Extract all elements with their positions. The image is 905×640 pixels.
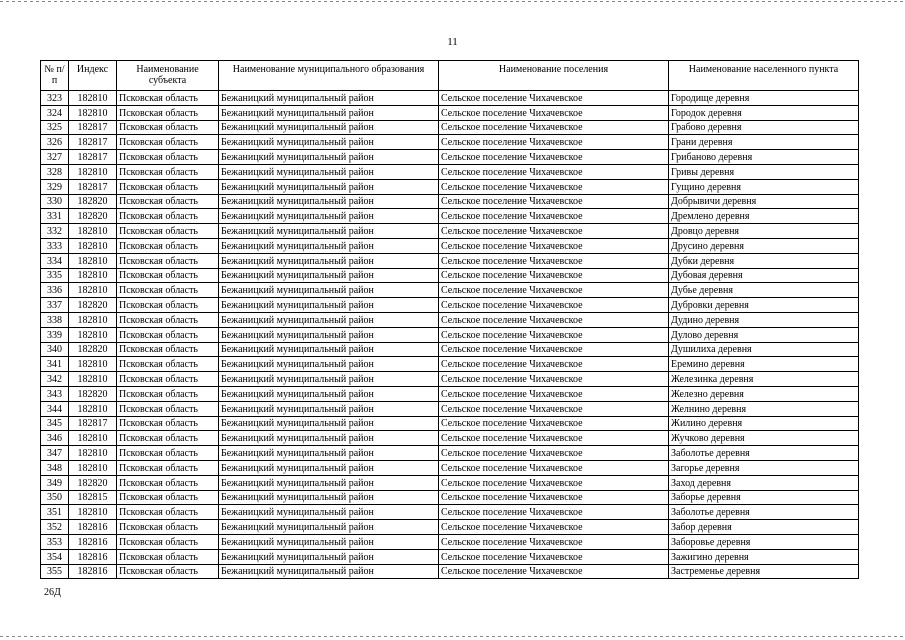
cell-number: 335 bbox=[41, 268, 69, 283]
cell-subject: Псковская область bbox=[117, 342, 219, 357]
cell-settlement: Сельское поселение Чихачевское bbox=[439, 298, 669, 313]
cell-municipality: Бежаницкий муниципальный район bbox=[219, 416, 439, 431]
table-row bbox=[41, 520, 859, 535]
cell-index: 182820 bbox=[69, 342, 117, 357]
cell-index: 182820 bbox=[69, 194, 117, 209]
cell-number: 341 bbox=[41, 357, 69, 372]
cell-settlement: Сельское поселение Чихачевское bbox=[439, 372, 669, 387]
cell-subject: Псковская область bbox=[117, 327, 219, 342]
cell-municipality: Бежаницкий муниципальный район bbox=[219, 268, 439, 283]
cell-settlement: Сельское поселение Чихачевское bbox=[439, 520, 669, 535]
cell-locality: Друсино деревня bbox=[669, 238, 859, 253]
cell-settlement: Сельское поселение Чихачевское bbox=[439, 164, 669, 179]
cell-settlement: Сельское поселение Чихачевское bbox=[439, 431, 669, 446]
cell-locality: Жучково деревня bbox=[669, 431, 859, 446]
cell-index: 182810 bbox=[69, 312, 117, 327]
cell-number: 351 bbox=[41, 505, 69, 520]
cell-subject: Псковская область bbox=[117, 105, 219, 120]
table-row bbox=[41, 431, 859, 446]
cell-settlement: Сельское поселение Чихачевское bbox=[439, 312, 669, 327]
scan-edge-top bbox=[0, 1, 905, 2]
cell-number: 342 bbox=[41, 372, 69, 387]
cell-settlement: Сельское поселение Чихачевское bbox=[439, 150, 669, 165]
cell-settlement: Сельское поселение Чихачевское bbox=[439, 327, 669, 342]
cell-municipality: Бежаницкий муниципальный район bbox=[219, 209, 439, 224]
cell-number: 324 bbox=[41, 105, 69, 120]
cell-locality: Застременье деревня bbox=[669, 564, 859, 579]
cell-number: 333 bbox=[41, 238, 69, 253]
cell-settlement: Сельское поселение Чихачевское bbox=[439, 342, 669, 357]
cell-settlement: Сельское поселение Чихачевское bbox=[439, 91, 669, 106]
cell-locality: Желнино деревня bbox=[669, 401, 859, 416]
cell-subject: Псковская область bbox=[117, 209, 219, 224]
cell-number: 355 bbox=[41, 564, 69, 579]
cell-number: 329 bbox=[41, 179, 69, 194]
cell-locality: Забор деревня bbox=[669, 520, 859, 535]
cell-number: 353 bbox=[41, 534, 69, 549]
table-row bbox=[41, 179, 859, 194]
column-header-number: № п/п bbox=[41, 61, 69, 91]
cell-municipality: Бежаницкий муниципальный район bbox=[219, 312, 439, 327]
cell-settlement: Сельское поселение Чихачевское bbox=[439, 564, 669, 579]
table-row bbox=[41, 475, 859, 490]
cell-index: 182810 bbox=[69, 446, 117, 461]
cell-number: 327 bbox=[41, 150, 69, 165]
cell-subject: Псковская область bbox=[117, 401, 219, 416]
table-row bbox=[41, 549, 859, 564]
cell-subject: Псковская область bbox=[117, 91, 219, 106]
table-row bbox=[41, 372, 859, 387]
cell-municipality: Бежаницкий муниципальный район bbox=[219, 446, 439, 461]
cell-locality: Дремлено деревня bbox=[669, 209, 859, 224]
cell-municipality: Бежаницкий муниципальный район bbox=[219, 298, 439, 313]
cell-municipality: Бежаницкий муниципальный район bbox=[219, 460, 439, 475]
cell-index: 182816 bbox=[69, 520, 117, 535]
cell-index: 182817 bbox=[69, 120, 117, 135]
column-header-subject: Наименование субъекта bbox=[117, 61, 219, 91]
cell-index: 182810 bbox=[69, 105, 117, 120]
table-row bbox=[41, 386, 859, 401]
table-row bbox=[41, 268, 859, 283]
cell-number: 326 bbox=[41, 135, 69, 150]
table-row bbox=[41, 253, 859, 268]
cell-subject: Псковская область bbox=[117, 564, 219, 579]
cell-locality: Грибаново деревня bbox=[669, 150, 859, 165]
cell-number: 332 bbox=[41, 224, 69, 239]
cell-locality: Грабово деревня bbox=[669, 120, 859, 135]
table-row bbox=[41, 105, 859, 120]
table-row bbox=[41, 505, 859, 520]
cell-locality: Дудино деревня bbox=[669, 312, 859, 327]
scan-edge-bottom bbox=[0, 636, 905, 637]
table-row bbox=[41, 150, 859, 165]
cell-municipality: Бежаницкий муниципальный район bbox=[219, 549, 439, 564]
cell-municipality: Бежаницкий муниципальный район bbox=[219, 179, 439, 194]
cell-settlement: Сельское поселение Чихачевское bbox=[439, 534, 669, 549]
cell-index: 182810 bbox=[69, 91, 117, 106]
cell-subject: Псковская область bbox=[117, 150, 219, 165]
cell-municipality: Бежаницкий муниципальный район bbox=[219, 105, 439, 120]
cell-subject: Псковская область bbox=[117, 475, 219, 490]
cell-settlement: Сельское поселение Чихачевское bbox=[439, 416, 669, 431]
cell-index: 182820 bbox=[69, 298, 117, 313]
cell-locality: Еремино деревня bbox=[669, 357, 859, 372]
cell-subject: Псковская область bbox=[117, 253, 219, 268]
cell-locality: Загорье деревня bbox=[669, 460, 859, 475]
cell-municipality: Бежаницкий муниципальный район bbox=[219, 520, 439, 535]
cell-municipality: Бежаницкий муниципальный район bbox=[219, 253, 439, 268]
cell-locality: Гривы деревня bbox=[669, 164, 859, 179]
cell-number: 354 bbox=[41, 549, 69, 564]
cell-municipality: Бежаницкий муниципальный район bbox=[219, 534, 439, 549]
cell-locality: Заборовье деревня bbox=[669, 534, 859, 549]
cell-index: 182810 bbox=[69, 164, 117, 179]
cell-municipality: Бежаницкий муниципальный район bbox=[219, 401, 439, 416]
cell-number: 350 bbox=[41, 490, 69, 505]
settlements-table bbox=[40, 60, 859, 579]
cell-subject: Псковская область bbox=[117, 549, 219, 564]
cell-locality: Железно деревня bbox=[669, 386, 859, 401]
cell-index: 182820 bbox=[69, 209, 117, 224]
cell-municipality: Бежаницкий муниципальный район bbox=[219, 431, 439, 446]
cell-settlement: Сельское поселение Чихачевское bbox=[439, 194, 669, 209]
cell-subject: Псковская область bbox=[117, 431, 219, 446]
cell-locality: Заболотье деревня bbox=[669, 505, 859, 520]
cell-index: 182817 bbox=[69, 135, 117, 150]
cell-settlement: Сельское поселение Чихачевское bbox=[439, 357, 669, 372]
table-row bbox=[41, 312, 859, 327]
cell-number: 340 bbox=[41, 342, 69, 357]
cell-number: 323 bbox=[41, 91, 69, 106]
table-row bbox=[41, 238, 859, 253]
cell-index: 182810 bbox=[69, 283, 117, 298]
cell-subject: Псковская область bbox=[117, 194, 219, 209]
cell-subject: Псковская область bbox=[117, 357, 219, 372]
cell-locality: Дубье деревня bbox=[669, 283, 859, 298]
cell-municipality: Бежаницкий муниципальный район bbox=[219, 164, 439, 179]
cell-number: 338 bbox=[41, 312, 69, 327]
cell-number: 336 bbox=[41, 283, 69, 298]
cell-subject: Псковская область bbox=[117, 416, 219, 431]
cell-settlement: Сельское поселение Чихачевское bbox=[439, 238, 669, 253]
cell-locality: Зажигино деревня bbox=[669, 549, 859, 564]
table-row bbox=[41, 357, 859, 372]
cell-municipality: Бежаницкий муниципальный район bbox=[219, 91, 439, 106]
cell-index: 182820 bbox=[69, 475, 117, 490]
footer-code: 26Д bbox=[44, 587, 61, 598]
cell-settlement: Сельское поселение Чихачевское bbox=[439, 120, 669, 135]
table-row bbox=[41, 194, 859, 209]
cell-index: 182810 bbox=[69, 268, 117, 283]
cell-locality: Заборье деревня bbox=[669, 490, 859, 505]
cell-index: 182817 bbox=[69, 179, 117, 194]
cell-number: 349 bbox=[41, 475, 69, 490]
cell-index: 182810 bbox=[69, 372, 117, 387]
cell-subject: Псковская область bbox=[117, 505, 219, 520]
table-row bbox=[41, 91, 859, 106]
cell-subject: Псковская область bbox=[117, 312, 219, 327]
cell-subject: Псковская область bbox=[117, 386, 219, 401]
cell-locality: Заболотье деревня bbox=[669, 446, 859, 461]
cell-index: 182810 bbox=[69, 224, 117, 239]
cell-number: 346 bbox=[41, 431, 69, 446]
cell-settlement: Сельское поселение Чихачевское bbox=[439, 105, 669, 120]
cell-subject: Псковская область bbox=[117, 520, 219, 535]
cell-locality: Железинка деревня bbox=[669, 372, 859, 387]
cell-locality: Городище деревня bbox=[669, 91, 859, 106]
table-row bbox=[41, 446, 859, 461]
cell-index: 182810 bbox=[69, 431, 117, 446]
column-header-municipality: Наименование муниципального образования bbox=[219, 61, 439, 91]
cell-municipality: Бежаницкий муниципальный район bbox=[219, 135, 439, 150]
table-row bbox=[41, 490, 859, 505]
page-number: 11 bbox=[447, 36, 458, 48]
cell-index: 182810 bbox=[69, 460, 117, 475]
cell-municipality: Бежаницкий муниципальный район bbox=[219, 357, 439, 372]
cell-subject: Псковская область bbox=[117, 446, 219, 461]
cell-municipality: Бежаницкий муниципальный район bbox=[219, 505, 439, 520]
cell-settlement: Сельское поселение Чихачевское bbox=[439, 224, 669, 239]
table-body bbox=[41, 91, 859, 579]
cell-locality: Городок деревня bbox=[669, 105, 859, 120]
cell-municipality: Бежаницкий муниципальный район bbox=[219, 238, 439, 253]
cell-subject: Псковская область bbox=[117, 120, 219, 135]
cell-subject: Псковская область bbox=[117, 283, 219, 298]
cell-municipality: Бежаницкий муниципальный район bbox=[219, 342, 439, 357]
table-row bbox=[41, 401, 859, 416]
cell-municipality: Бежаницкий муниципальный район bbox=[219, 372, 439, 387]
table-row bbox=[41, 327, 859, 342]
table-row bbox=[41, 135, 859, 150]
table-row bbox=[41, 164, 859, 179]
cell-number: 345 bbox=[41, 416, 69, 431]
cell-locality: Душилиха деревня bbox=[669, 342, 859, 357]
cell-settlement: Сельское поселение Чихачевское bbox=[439, 475, 669, 490]
cell-municipality: Бежаницкий муниципальный район bbox=[219, 386, 439, 401]
cell-index: 182820 bbox=[69, 386, 117, 401]
cell-locality: Заход деревня bbox=[669, 475, 859, 490]
cell-settlement: Сельское поселение Чихачевское bbox=[439, 179, 669, 194]
cell-index: 182810 bbox=[69, 401, 117, 416]
cell-subject: Псковская область bbox=[117, 164, 219, 179]
cell-locality: Дулово деревня bbox=[669, 327, 859, 342]
cell-settlement: Сельское поселение Чихачевское bbox=[439, 460, 669, 475]
cell-municipality: Бежаницкий муниципальный район bbox=[219, 564, 439, 579]
cell-subject: Псковская область bbox=[117, 238, 219, 253]
cell-subject: Псковская область bbox=[117, 179, 219, 194]
cell-index: 182817 bbox=[69, 416, 117, 431]
cell-settlement: Сельское поселение Чихачевское bbox=[439, 386, 669, 401]
table-row bbox=[41, 460, 859, 475]
column-header-settlement: Наименование поселения bbox=[439, 61, 669, 91]
cell-number: 330 bbox=[41, 194, 69, 209]
cell-subject: Псковская область bbox=[117, 372, 219, 387]
cell-number: 339 bbox=[41, 327, 69, 342]
cell-municipality: Бежаницкий муниципальный район bbox=[219, 120, 439, 135]
cell-subject: Псковская область bbox=[117, 135, 219, 150]
cell-number: 331 bbox=[41, 209, 69, 224]
table-row bbox=[41, 416, 859, 431]
cell-index: 182810 bbox=[69, 357, 117, 372]
table-header-row bbox=[41, 61, 859, 91]
cell-locality: Дубки деревня bbox=[669, 253, 859, 268]
table-row bbox=[41, 564, 859, 579]
cell-subject: Псковская область bbox=[117, 224, 219, 239]
cell-municipality: Бежаницкий муниципальный район bbox=[219, 224, 439, 239]
cell-subject: Псковская область bbox=[117, 460, 219, 475]
column-header-index: Индекс bbox=[69, 61, 117, 91]
table-row bbox=[41, 534, 859, 549]
table-row bbox=[41, 120, 859, 135]
cell-number: 334 bbox=[41, 253, 69, 268]
cell-municipality: Бежаницкий муниципальный район bbox=[219, 490, 439, 505]
cell-settlement: Сельское поселение Чихачевское bbox=[439, 209, 669, 224]
cell-number: 337 bbox=[41, 298, 69, 313]
table-row bbox=[41, 342, 859, 357]
cell-number: 352 bbox=[41, 520, 69, 535]
cell-locality: Жилино деревня bbox=[669, 416, 859, 431]
cell-locality: Грани деревня bbox=[669, 135, 859, 150]
cell-subject: Псковская область bbox=[117, 298, 219, 313]
cell-subject: Псковская область bbox=[117, 534, 219, 549]
cell-settlement: Сельское поселение Чихачевское bbox=[439, 401, 669, 416]
cell-settlement: Сельское поселение Чихачевское bbox=[439, 283, 669, 298]
cell-settlement: Сельское поселение Чихачевское bbox=[439, 490, 669, 505]
cell-municipality: Бежаницкий муниципальный район bbox=[219, 327, 439, 342]
cell-settlement: Сельское поселение Чихачевское bbox=[439, 505, 669, 520]
table-row bbox=[41, 224, 859, 239]
cell-number: 347 bbox=[41, 446, 69, 461]
cell-municipality: Бежаницкий муниципальный район bbox=[219, 475, 439, 490]
cell-subject: Псковская область bbox=[117, 268, 219, 283]
cell-index: 182815 bbox=[69, 490, 117, 505]
cell-number: 343 bbox=[41, 386, 69, 401]
cell-settlement: Сельское поселение Чихачевское bbox=[439, 549, 669, 564]
cell-number: 344 bbox=[41, 401, 69, 416]
cell-index: 182810 bbox=[69, 327, 117, 342]
cell-index: 182816 bbox=[69, 549, 117, 564]
cell-number: 325 bbox=[41, 120, 69, 135]
cell-index: 182816 bbox=[69, 534, 117, 549]
cell-index: 182816 bbox=[69, 564, 117, 579]
cell-municipality: Бежаницкий муниципальный район bbox=[219, 194, 439, 209]
cell-index: 182810 bbox=[69, 505, 117, 520]
cell-number: 328 bbox=[41, 164, 69, 179]
cell-subject: Псковская область bbox=[117, 490, 219, 505]
cell-municipality: Бежаницкий муниципальный район bbox=[219, 150, 439, 165]
cell-index: 182810 bbox=[69, 253, 117, 268]
cell-locality: Дубовая деревня bbox=[669, 268, 859, 283]
cell-locality: Гущино деревня bbox=[669, 179, 859, 194]
cell-settlement: Сельское поселение Чихачевское bbox=[439, 135, 669, 150]
cell-locality: Добрывичи деревня bbox=[669, 194, 859, 209]
cell-index: 182817 bbox=[69, 150, 117, 165]
cell-settlement: Сельское поселение Чихачевское bbox=[439, 268, 669, 283]
cell-settlement: Сельское поселение Чихачевское bbox=[439, 446, 669, 461]
table-row bbox=[41, 209, 859, 224]
table-row bbox=[41, 298, 859, 313]
table-row bbox=[41, 283, 859, 298]
cell-number: 348 bbox=[41, 460, 69, 475]
cell-municipality: Бежаницкий муниципальный район bbox=[219, 283, 439, 298]
column-header-locality: Наименование населенного пункта bbox=[669, 61, 859, 91]
cell-locality: Дубровки деревня bbox=[669, 298, 859, 313]
cell-settlement: Сельское поселение Чихачевское bbox=[439, 253, 669, 268]
cell-index: 182810 bbox=[69, 238, 117, 253]
cell-locality: Дровцо деревня bbox=[669, 224, 859, 239]
